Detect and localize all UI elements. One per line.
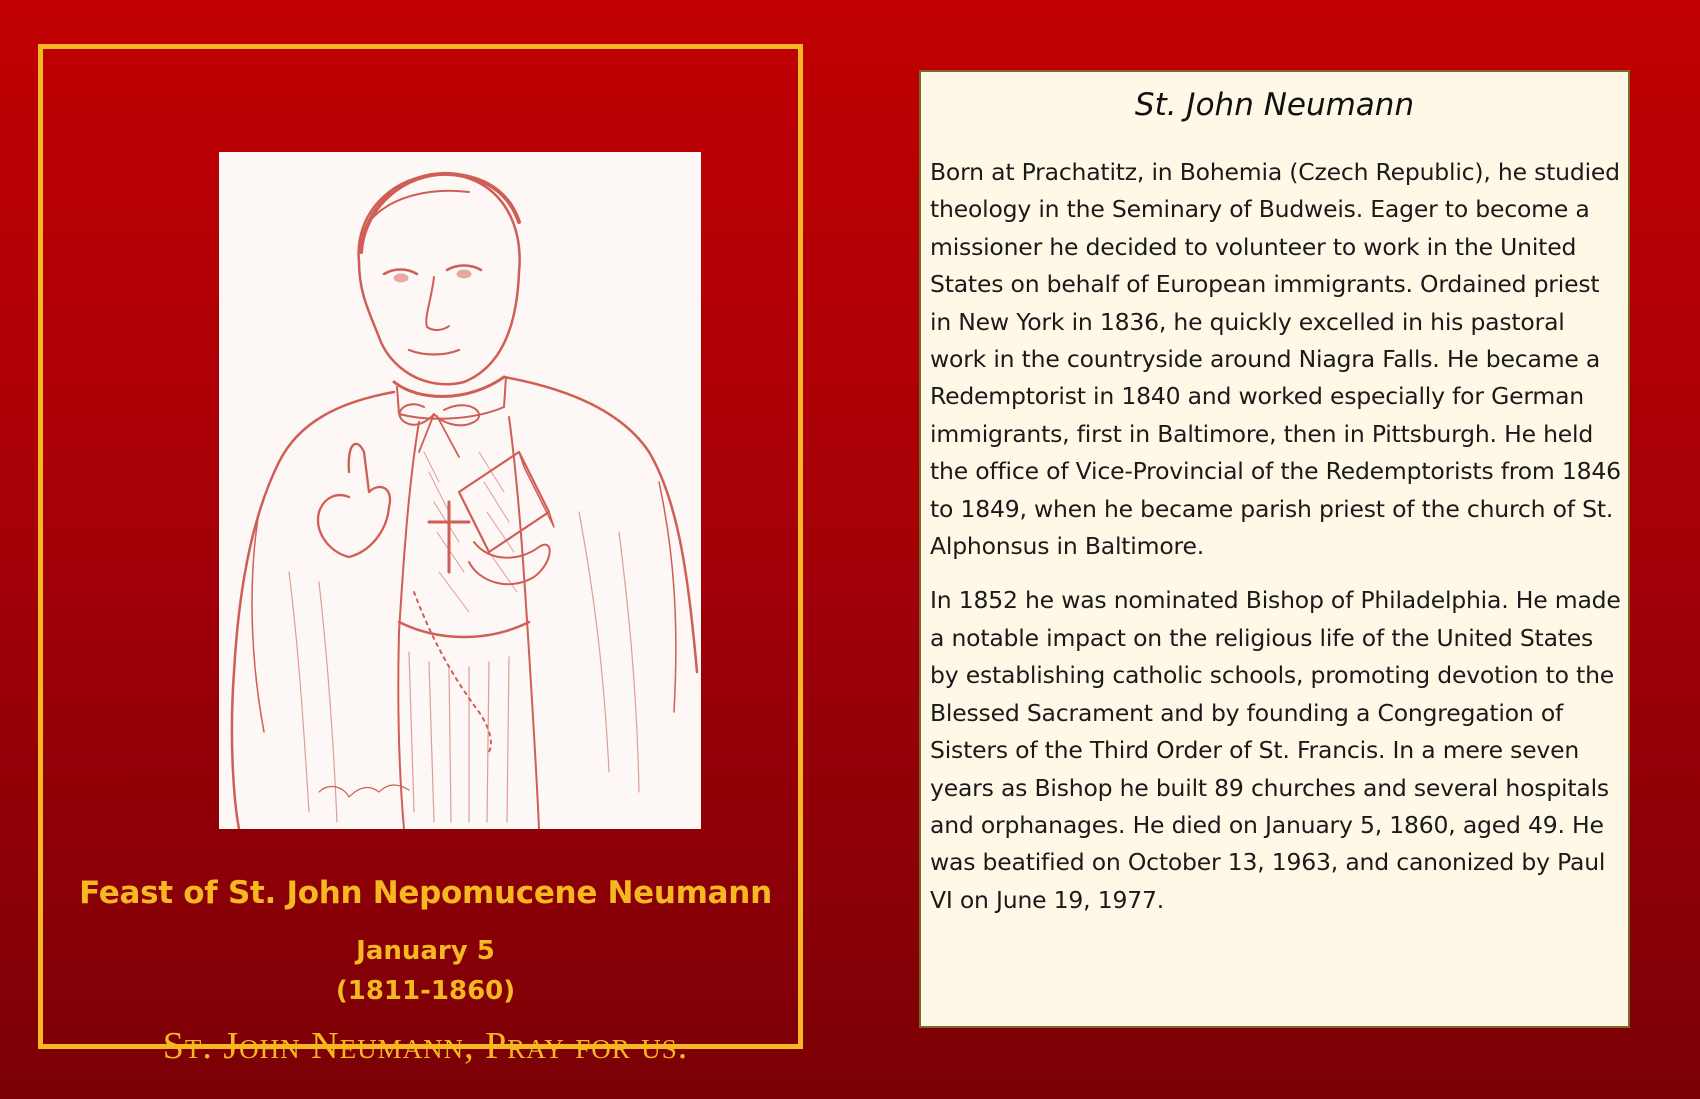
feast-title: Feast of St. John Nepomucene Neumann [79, 875, 772, 911]
biography-title: St. John Neumann [1134, 87, 1415, 123]
life-years: (1811-1860) [335, 976, 516, 1006]
biography-card [919, 70, 1630, 1028]
biography-paragraph: In 1852 he was nominated Bishop of Philadelphia. He made a notable impact on the religious life of the United States by establishing catholic schools, promoting devotion to the Blessed Sacrament and by founding a Congregation of Sisters of the Third Order of St. Francis. In a mere seven years as Bishop he built 89 churches and several hospitals and orphanages. He died on January 5, 1860, aged 49. He was beatified on October 13, 1963, and canonized by Paul VI on June 19, 1977. [930, 586, 1621, 914]
saint-portrait-image [219, 152, 701, 829]
feast-card [38, 44, 803, 1067]
sketch-drawing [219, 152, 701, 829]
feast-date: January 5 [356, 936, 495, 966]
biography-text [930, 154, 1624, 936]
prayer-invocation: St. John Neumann, Pray for us. [162, 1025, 689, 1067]
biography-paragraph: Born at Prachatitz, in Bohemia (Czech Republic), he studied theology in the Seminary of Budweis. Eager to become a missioner he decided to volunteer to work in the United States on behalf of European immigrants. Ordained priest in New York in 1836, he quickly excelled in his pastoral work in the countryside around Niagra Falls. He became a Redemptorist in 1840 and worked especially for German immigrants, first in Baltimore, then in Pittsburgh. He held the office of Vice-Provincial of the Redemptorists from 1846 to 1849, when he became parish priest of the church of St. Alphonsus in Baltimore. [930, 158, 1621, 561]
